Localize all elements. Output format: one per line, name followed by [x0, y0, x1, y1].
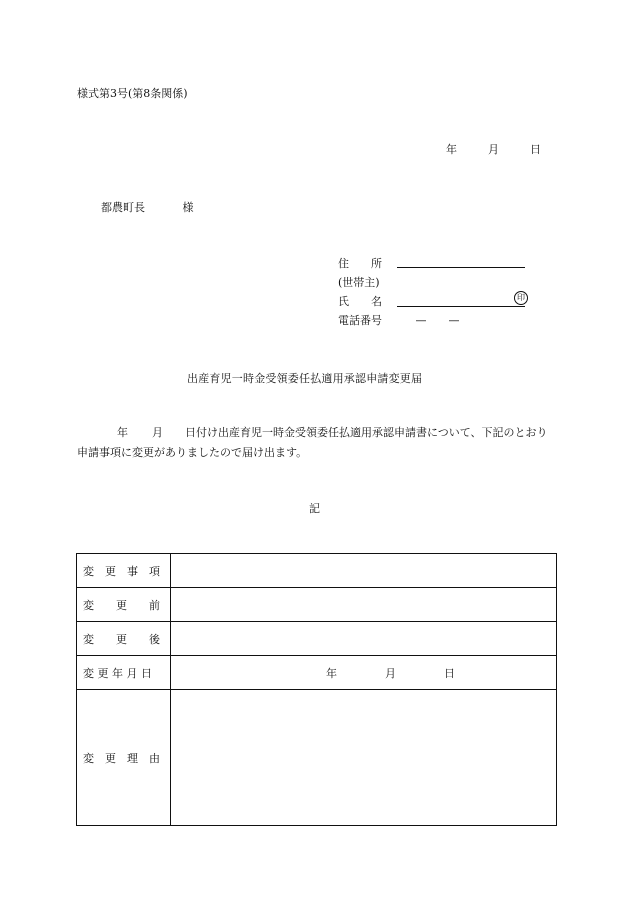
body-text: 日付け出産育児一時金受領委任払適用承認申請書について、下記のとおり申請事項に変更がありましたので届け出ます。: [77, 426, 548, 459]
before-change-field[interactable]: [171, 588, 557, 622]
addressee: [101, 199, 194, 215]
phone-separators: — —: [415, 314, 460, 327]
phone-label: 電話番号: [338, 314, 382, 327]
row-label: 変 更 理 由: [77, 690, 171, 826]
document-title: 出産育児一時金受領委任払適用承認申請変更届: [187, 372, 423, 385]
change-date-month: 月: [385, 666, 396, 680]
row-label: 変 更 年 月 日: [77, 656, 171, 690]
phone-row: [338, 312, 460, 328]
submission-date: [446, 141, 541, 157]
addressee-honorific: 様: [182, 201, 194, 214]
table-row: [77, 622, 557, 656]
date-month: 月: [488, 143, 499, 156]
change-table: [76, 553, 557, 826]
after-change-field[interactable]: [171, 622, 557, 656]
name-label: 氏 名: [338, 295, 382, 308]
row-label: 変 更 後: [77, 622, 171, 656]
address-field-line[interactable]: [397, 267, 525, 268]
table-row: [77, 690, 557, 826]
seal-mark: 印: [514, 291, 528, 305]
ki-heading: 記: [309, 502, 320, 515]
table-row: [77, 554, 557, 588]
form-number: 様式第3号(第8条関係): [77, 87, 188, 100]
change-item-field[interactable]: [171, 554, 557, 588]
row-label: 変 更 事 項: [77, 554, 171, 588]
change-date-day: 日: [444, 666, 455, 680]
address-label: 住 所: [338, 257, 382, 270]
table-row: [77, 656, 557, 690]
body-paragraph: [77, 423, 557, 463]
body-month: 月: [152, 426, 163, 439]
change-date-field[interactable]: [171, 656, 557, 690]
name-field-line[interactable]: [397, 306, 525, 307]
body-year: 年: [117, 426, 128, 439]
table-row: [77, 588, 557, 622]
addressee-name: 都農町長: [101, 201, 145, 214]
row-label: 変 更 前: [77, 588, 171, 622]
householder-label: (世帯主): [338, 276, 380, 289]
change-reason-field[interactable]: [171, 690, 557, 826]
date-day: 日: [530, 143, 541, 156]
change-date-year: 年: [326, 666, 337, 680]
date-year: 年: [446, 143, 457, 156]
